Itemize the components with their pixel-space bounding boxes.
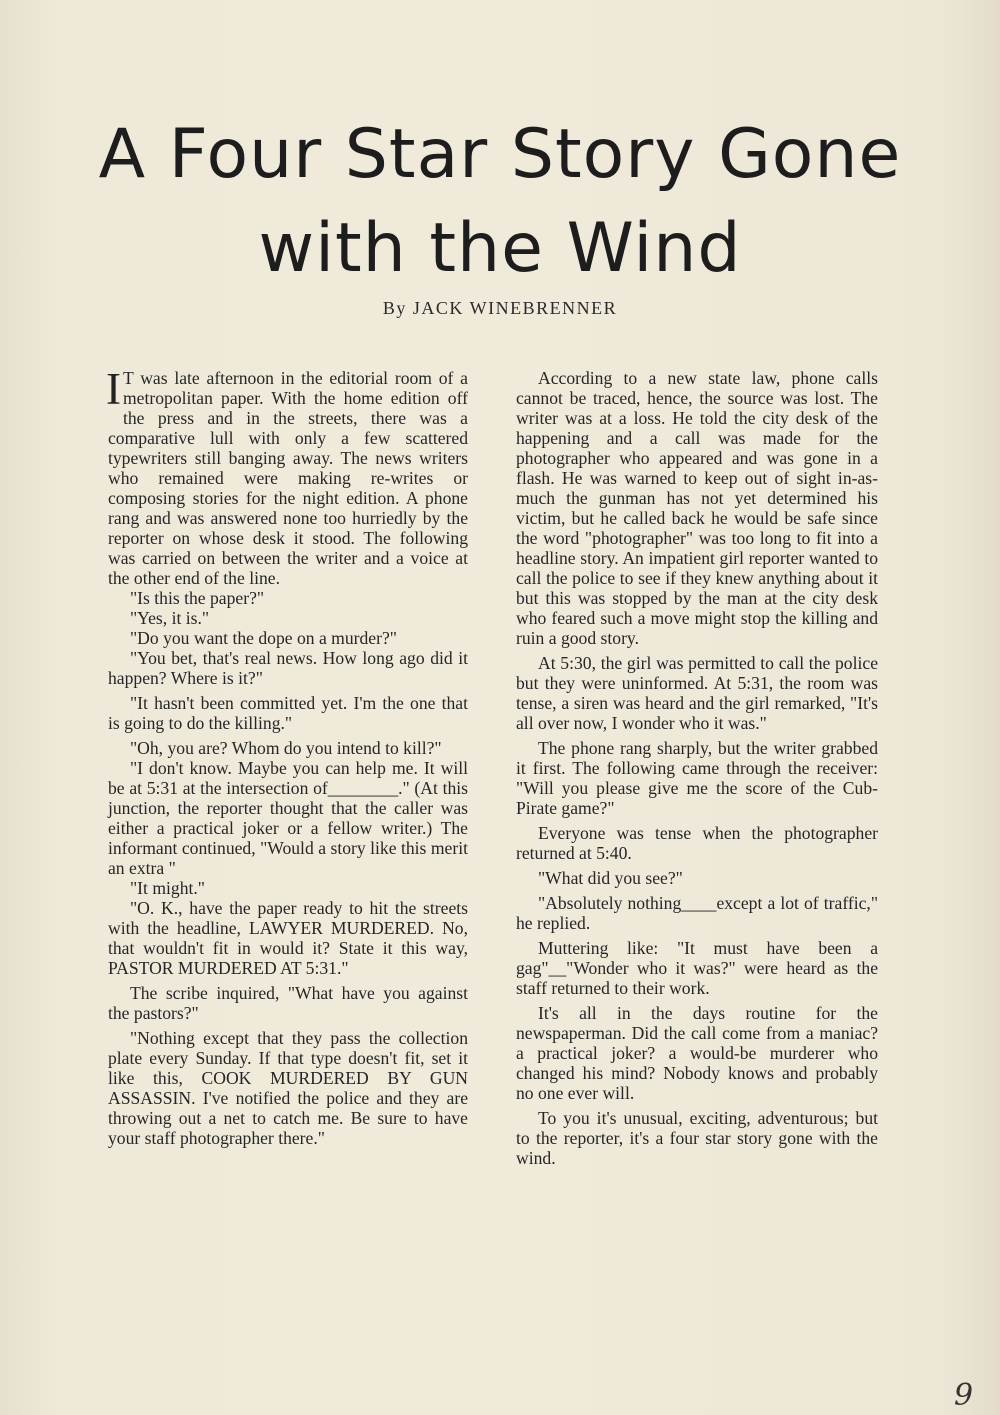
paragraph: "Absolutely nothing____except a lot of traffic," he replied. <box>516 893 878 933</box>
paragraph: "It hasn't been committed yet. I'm the one that is going to do the killing." <box>108 693 468 733</box>
byline: By JACK WINEBRENNER <box>382 298 618 318</box>
paragraph: "I don't know. Maybe you can help me. It will be at 5:31 at the intersection of________." (At this junction, the reporter thought that the caller was either a practical joker or a fellow writer.) The informant continued, "Would a story like this merit an extra " <box>108 758 468 878</box>
paragraph: To you it's unusual, exciting, adventurous; but to the reporter, it's a four star story gone with the wind. <box>516 1108 878 1168</box>
paragraph <box>106 364 468 588</box>
paragraph: "It might." <box>130 878 205 898</box>
paragraph: "Is this the paper?" <box>130 588 265 608</box>
page-number: 9 <box>954 1378 974 1413</box>
paragraph: The scribe inquired, "What have you against the pastors?" <box>108 983 468 1023</box>
title-line-2: with the Wind <box>258 209 742 288</box>
paragraph: "Oh, you are? Whom do you intend to kill?" <box>130 738 442 758</box>
article-title <box>60 108 940 296</box>
paragraph: Muttering like: "It must have been a gag"__"Wonder who it was?" were heard as the staff returned to their work. <box>516 938 878 998</box>
right-column <box>516 368 878 1168</box>
paragraph: "Do you want the dope on a murder?" <box>130 628 397 648</box>
paragraph: "What did you see?" <box>538 868 683 888</box>
paragraph: "O. K., have the paper ready to hit the streets with the headline, LAWYER MURDERED. No, that wouldn't fit in would it? State it this way, PASTOR MURDERED AT 5:31." <box>108 898 468 978</box>
paragraph: Everyone was tense when the photographer returned at 5:40. <box>516 823 878 863</box>
paragraph: It's all in the days routine for the newspaperman. Did the call come from a maniac? a practical joker? a would-be murderer who changed his mind? Nobody knows and probably no one ever will. <box>516 1003 878 1103</box>
paragraph: "You bet, that's real news. How long ago did it happen? Where is it?" <box>108 648 468 688</box>
paragraph: The phone rang sharply, but the writer grabbed it first. The following came through the receiver: "Will you please give me the score of the Cub-Pirate game?" <box>516 738 878 818</box>
left-column <box>106 364 468 1148</box>
paragraph: "Yes, it is." <box>130 608 210 628</box>
paragraph: According to a new state law, phone calls cannot be traced, hence, the source was lost. The writer was at a loss. He told the city desk of the happening and a call was made for the photographer who appeared and was gone in a flash. He was warned to keep out of sight in-as-much the gunman has not yet determined his victim, but he called back he would be safe since the word "photographer" was too long to fit into a headline story. An impatient girl reporter wanted to call the police to see if they knew anything about it but this was stopped by the man at the city desk who feared such a move might stop the killing and ruin a good story. <box>516 368 878 648</box>
title-line-1: A Four Star Story Gone <box>98 115 902 194</box>
drop-cap: I <box>106 364 121 414</box>
paragraph: "Nothing except that they pass the collection plate every Sunday. If that type doesn't fit, set it like this, COOK MURDERED BY GUN ASSASSIN. I've notified the police and they are throwing out a net to catch me. Be sure to have your staff photographer there." <box>108 1028 468 1148</box>
paragraph-text: T was late afternoon in the editorial room of a metropolitan paper. With the home edition off the press and in the streets, there was a comparative lull with only a few scattered typewriters still banging away. The news writers who remained were making re-writes or composing stories for the night edition. A phone rang and was answered none too hurriedly by the reporter on whose desk it stood. The following was carried on between the writer and a voice at the other end of the line. <box>108 368 468 588</box>
paragraph: At 5:30, the girl was permitted to call the police but they were uninformed. At 5:31, the room was tense, a siren was heard and the girl remarked, "It's all over now, I wonder who it was." <box>516 653 878 733</box>
